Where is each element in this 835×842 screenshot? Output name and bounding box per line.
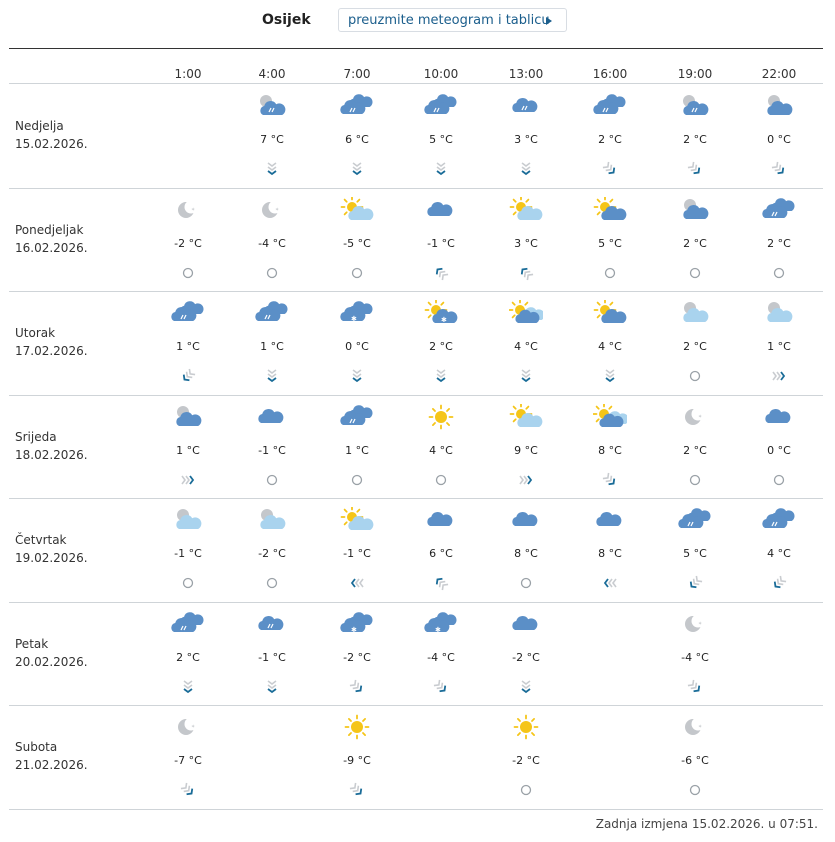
temperature: 3 °C bbox=[514, 133, 538, 146]
sun-light-cloud-icon bbox=[509, 404, 543, 430]
wind-direction-icon bbox=[349, 368, 365, 384]
wind-direction-icon bbox=[687, 575, 703, 591]
cloud-shower-icon bbox=[509, 93, 543, 119]
forecast-cell[interactable] bbox=[406, 602, 476, 706]
sun-icon bbox=[340, 714, 374, 740]
temperature: -9 °C bbox=[343, 754, 371, 767]
temperature: 2 °C bbox=[176, 650, 200, 664]
forecast-cell[interactable] bbox=[744, 498, 814, 602]
day-label bbox=[15, 117, 88, 153]
day-label bbox=[15, 738, 88, 774]
download-meteogram-button[interactable] bbox=[338, 8, 567, 32]
forecast-cell[interactable] bbox=[153, 188, 223, 292]
wind-direction-icon bbox=[687, 161, 703, 177]
day-label bbox=[15, 324, 88, 360]
cloud-rain-icon bbox=[171, 300, 205, 326]
cloud-rain-icon bbox=[424, 93, 458, 119]
svg-text:✱: ✱ bbox=[435, 625, 441, 634]
svg-text:✶: ✶ bbox=[191, 206, 196, 213]
cloud-rain-icon bbox=[255, 300, 289, 326]
temperature: 4 °C bbox=[767, 547, 791, 560]
day-name: Petak bbox=[15, 636, 49, 651]
temperature: 6 °C bbox=[345, 133, 369, 146]
temperature: 2 °C bbox=[683, 236, 707, 250]
forecast-cell[interactable] bbox=[660, 291, 730, 395]
forecast-cell[interactable] bbox=[491, 84, 561, 188]
temperature: -2 °C bbox=[174, 236, 202, 250]
temperature: -7 °C bbox=[174, 754, 202, 767]
hour-label: 22:00 bbox=[761, 67, 797, 81]
wind-direction-icon bbox=[518, 161, 534, 177]
temperature: 6 °C bbox=[429, 547, 453, 560]
temperature: 1 °C bbox=[345, 443, 369, 457]
temperature: -1 °C bbox=[343, 547, 371, 560]
forecast-cell[interactable] bbox=[153, 602, 223, 706]
forecast-cell[interactable] bbox=[237, 291, 307, 395]
temperature: -1 °C bbox=[258, 650, 286, 664]
cloud-icon bbox=[255, 404, 289, 430]
moon-icon bbox=[171, 197, 205, 223]
temperature: 7 °C bbox=[260, 133, 284, 146]
forecast-cell[interactable] bbox=[322, 84, 392, 188]
wind-direction-icon bbox=[433, 575, 449, 591]
cloud-shower-night-icon bbox=[255, 93, 289, 119]
wind-direction-icon bbox=[771, 368, 787, 384]
day-label bbox=[15, 221, 88, 257]
day-name: Srijeda bbox=[15, 429, 57, 444]
partly-cloudy-night-light-icon bbox=[762, 300, 796, 326]
cloud-snow-icon bbox=[340, 611, 374, 637]
partly-cloudy-night-light-icon bbox=[171, 507, 205, 533]
city-title: Osijek bbox=[262, 12, 311, 28]
temperature: -4 °C bbox=[258, 236, 286, 250]
wind-direction-icon bbox=[602, 161, 618, 177]
hour-label: 10:00 bbox=[423, 67, 459, 81]
forecast-cell[interactable] bbox=[660, 705, 730, 809]
svg-text:✱: ✱ bbox=[441, 316, 447, 324]
forecast-cell[interactable] bbox=[322, 498, 392, 602]
wind-direction-icon bbox=[180, 368, 196, 384]
forecast-cell[interactable] bbox=[491, 602, 561, 706]
cloud-icon bbox=[593, 507, 627, 533]
wind-direction-icon bbox=[518, 679, 534, 695]
cloud-icon bbox=[762, 404, 796, 430]
temperature: 9 °C bbox=[514, 443, 538, 457]
sun-light-cloud-icon bbox=[509, 197, 543, 223]
day-row bbox=[0, 395, 835, 499]
temperature: 0 °C bbox=[345, 340, 369, 353]
temperature: 2 °C bbox=[683, 340, 707, 353]
svg-text:✱: ✱ bbox=[351, 315, 357, 323]
forecast-cell[interactable] bbox=[153, 498, 223, 602]
wind-direction-icon bbox=[433, 368, 449, 384]
wind-direction-icon bbox=[602, 472, 618, 488]
day-date: 19.02.2026. bbox=[15, 551, 88, 565]
table-top-border bbox=[9, 48, 823, 49]
cloud-rain-icon bbox=[762, 507, 796, 533]
forecast-cell[interactable] bbox=[406, 188, 476, 292]
svg-text:✱: ✱ bbox=[351, 625, 357, 634]
temperature: 4 °C bbox=[429, 443, 453, 457]
forecast-cell[interactable] bbox=[322, 395, 392, 499]
forecast-cell[interactable] bbox=[660, 84, 730, 188]
moon-icon bbox=[255, 197, 289, 223]
moon-icon bbox=[678, 404, 712, 430]
cloud-rain-icon bbox=[340, 404, 374, 430]
temperature: -1 °C bbox=[427, 236, 455, 250]
sun-light-cloud-icon bbox=[340, 507, 374, 533]
forecast-cell[interactable] bbox=[660, 498, 730, 602]
temperature: -4 °C bbox=[681, 650, 709, 664]
wind-direction-icon bbox=[518, 368, 534, 384]
temperature: 2 °C bbox=[767, 236, 791, 250]
temperature: 0 °C bbox=[767, 133, 791, 146]
page-header bbox=[0, 8, 835, 34]
cloud-icon bbox=[424, 197, 458, 223]
cloud-icon bbox=[509, 611, 543, 637]
day-row bbox=[0, 705, 835, 809]
temperature: 8 °C bbox=[514, 547, 538, 560]
temperature: -1 °C bbox=[174, 547, 202, 560]
calm-wind-icon bbox=[687, 368, 703, 384]
last-updated-text: Zadnja izmjena 15.02.2026. u 07:51. bbox=[595, 817, 818, 831]
day-date: 17.02.2026. bbox=[15, 344, 88, 358]
hour-label: 4:00 bbox=[258, 67, 286, 81]
temperature: -4 °C bbox=[427, 650, 455, 664]
partly-cloudy-night-icon bbox=[762, 93, 796, 119]
calm-wind-icon bbox=[518, 782, 534, 798]
forecast-cell[interactable] bbox=[322, 705, 392, 809]
forecast-cell[interactable] bbox=[153, 395, 223, 499]
forecast-cell[interactable] bbox=[322, 602, 392, 706]
row-divider bbox=[9, 809, 823, 810]
day-row bbox=[0, 498, 835, 602]
temperature: 8 °C bbox=[598, 547, 622, 560]
wind-direction-icon bbox=[180, 472, 196, 488]
forecast-cell[interactable] bbox=[406, 395, 476, 499]
temperature: -2 °C bbox=[343, 650, 371, 664]
wind-direction-icon bbox=[771, 161, 787, 177]
forecast-cell[interactable] bbox=[153, 291, 223, 395]
temperature: 5 °C bbox=[429, 133, 453, 146]
wind-direction-icon bbox=[602, 575, 618, 591]
temperature: -5 °C bbox=[343, 236, 371, 250]
day-date: 16.02.2026. bbox=[15, 240, 88, 255]
temperature: 8 °C bbox=[598, 443, 622, 457]
wind-direction-icon bbox=[687, 679, 703, 695]
wind-direction-icon bbox=[349, 782, 365, 798]
forecast-cell[interactable] bbox=[660, 188, 730, 292]
forecast-cell[interactable] bbox=[575, 291, 645, 395]
forecast-cell[interactable] bbox=[153, 705, 223, 809]
temperature: 2 °C bbox=[683, 443, 707, 457]
svg-text:✶: ✶ bbox=[191, 724, 196, 730]
forecast-cell[interactable] bbox=[660, 395, 730, 499]
calm-wind-icon bbox=[180, 575, 196, 591]
day-name: Ponedjeljak bbox=[15, 222, 84, 237]
day-row bbox=[0, 291, 835, 395]
temperature: 1 °C bbox=[767, 340, 791, 353]
temperature: 1 °C bbox=[260, 340, 284, 353]
day-name: Četvrtak bbox=[15, 533, 67, 547]
cloud-rain-icon bbox=[340, 93, 374, 119]
calm-wind-icon bbox=[687, 265, 703, 281]
cloud-snow-icon bbox=[424, 611, 458, 637]
wind-direction-icon bbox=[433, 161, 449, 177]
partly-cloudy-night-icon bbox=[678, 197, 712, 223]
temperature: 4 °C bbox=[514, 340, 538, 353]
cloud-rain-icon bbox=[171, 611, 205, 637]
day-label bbox=[15, 428, 88, 464]
forecast-cell[interactable] bbox=[744, 291, 814, 395]
wind-direction-icon bbox=[264, 368, 280, 384]
sun-clouds-icon bbox=[509, 300, 543, 326]
forecast-cell[interactable] bbox=[322, 188, 392, 292]
moon-icon bbox=[171, 714, 205, 740]
temperature: 5 °C bbox=[598, 236, 622, 250]
forecast-cell[interactable] bbox=[491, 291, 561, 395]
temperature: -6 °C bbox=[681, 754, 709, 767]
sun-cloud-icon bbox=[593, 300, 627, 326]
hour-label: 7:00 bbox=[343, 67, 371, 81]
wind-direction-icon bbox=[349, 161, 365, 177]
day-date: 15.02.2026. bbox=[15, 137, 88, 151]
forecast-cell[interactable] bbox=[744, 188, 814, 292]
day-date: 18.02.2026. bbox=[15, 447, 88, 462]
day-name: Subota bbox=[15, 740, 58, 754]
calm-wind-icon bbox=[349, 472, 365, 488]
wind-direction-icon bbox=[264, 161, 280, 177]
calm-wind-icon bbox=[264, 472, 280, 488]
forecast-cell[interactable] bbox=[237, 188, 307, 292]
temperature: 5 °C bbox=[683, 547, 707, 560]
temperature: -1 °C bbox=[258, 443, 286, 457]
cloud-shower-icon bbox=[255, 611, 289, 637]
cloud-icon bbox=[509, 507, 543, 533]
forecast-cell[interactable] bbox=[744, 395, 814, 499]
cloud-rain-icon bbox=[762, 197, 796, 223]
forecast-cell[interactable] bbox=[660, 602, 730, 706]
sun-icon bbox=[509, 714, 543, 740]
temperature: -2 °C bbox=[258, 547, 286, 560]
wind-direction-icon bbox=[518, 472, 534, 488]
temperature: 2 °C bbox=[429, 340, 453, 353]
download-label: preuzmite meteogram i tablicu bbox=[348, 13, 550, 28]
sun-light-cloud-icon bbox=[340, 197, 374, 223]
svg-text:✶: ✶ bbox=[698, 724, 703, 730]
forecast-cell[interactable] bbox=[491, 395, 561, 499]
wind-direction-icon bbox=[433, 265, 449, 281]
day-name: Nedjelja bbox=[15, 119, 64, 133]
day-label bbox=[15, 531, 88, 567]
day-date: 21.02.2026. bbox=[15, 758, 88, 772]
wind-direction-icon bbox=[518, 265, 534, 281]
day-name: Utorak bbox=[15, 326, 56, 340]
temperature: 2 °C bbox=[598, 133, 622, 146]
calm-wind-icon bbox=[433, 472, 449, 488]
wind-direction-icon bbox=[349, 575, 365, 591]
calm-wind-icon bbox=[518, 575, 534, 591]
calm-wind-icon bbox=[771, 265, 787, 281]
cloud-snow-icon bbox=[340, 300, 374, 326]
moon-icon bbox=[678, 611, 712, 637]
calm-wind-icon bbox=[687, 782, 703, 798]
forecast-cell[interactable] bbox=[575, 395, 645, 499]
forecast-cell[interactable] bbox=[575, 498, 645, 602]
calm-wind-icon bbox=[349, 265, 365, 281]
temperature: -2 °C bbox=[512, 650, 540, 664]
day-row bbox=[0, 188, 835, 292]
hour-label: 19:00 bbox=[677, 67, 713, 81]
partly-cloudy-night-light-icon bbox=[678, 300, 712, 326]
day-label bbox=[15, 635, 88, 671]
moon-icon bbox=[678, 714, 712, 740]
hour-label: 13:00 bbox=[508, 67, 544, 81]
forecast-cell[interactable] bbox=[491, 705, 561, 809]
day-row bbox=[0, 602, 835, 706]
wind-direction-icon bbox=[602, 368, 618, 384]
forecast-cell[interactable] bbox=[237, 602, 307, 706]
forecast-cell[interactable] bbox=[322, 291, 392, 395]
calm-wind-icon bbox=[264, 575, 280, 591]
calm-wind-icon bbox=[771, 472, 787, 488]
partly-cloudy-night-light-icon bbox=[255, 507, 289, 533]
hour-label: 16:00 bbox=[592, 67, 628, 81]
hour-header-row bbox=[0, 67, 835, 83]
forecast-cell[interactable] bbox=[491, 188, 561, 292]
wind-direction-icon bbox=[771, 575, 787, 591]
forecast-cell[interactable] bbox=[406, 498, 476, 602]
cloud-icon bbox=[424, 507, 458, 533]
svg-text:✶: ✶ bbox=[698, 620, 703, 627]
temperature: 1 °C bbox=[176, 340, 200, 353]
temperature: 2 °C bbox=[683, 133, 707, 146]
forecast-cell[interactable] bbox=[744, 84, 814, 188]
forecast-cell[interactable] bbox=[237, 498, 307, 602]
calm-wind-icon bbox=[602, 265, 618, 281]
play-arrow-icon bbox=[546, 17, 552, 25]
calm-wind-icon bbox=[180, 265, 196, 281]
wind-direction-icon bbox=[349, 679, 365, 695]
partly-cloudy-night-icon bbox=[171, 404, 205, 430]
sun-icon bbox=[424, 404, 458, 430]
calm-wind-icon bbox=[264, 265, 280, 281]
day-date: 20.02.2026. bbox=[15, 654, 88, 669]
sun-clouds-icon bbox=[593, 404, 627, 430]
temperature: 4 °C bbox=[598, 340, 622, 353]
sun-cloud-icon bbox=[593, 197, 627, 223]
forecast-cell[interactable] bbox=[406, 291, 476, 395]
hour-label: 1:00 bbox=[174, 67, 202, 81]
wind-direction-icon bbox=[264, 679, 280, 695]
wind-direction-icon bbox=[180, 679, 196, 695]
wind-direction-icon bbox=[433, 679, 449, 695]
forecast-cell[interactable] bbox=[406, 84, 476, 188]
svg-text:✶: ✶ bbox=[275, 206, 280, 213]
cloud-rain-icon bbox=[593, 93, 627, 119]
cloud-rain-icon bbox=[678, 507, 712, 533]
sun-cloud-snow-icon bbox=[424, 300, 458, 326]
temperature: 0 °C bbox=[767, 443, 791, 457]
forecast-cell[interactable] bbox=[237, 84, 307, 188]
calm-wind-icon bbox=[687, 472, 703, 488]
temperature: 1 °C bbox=[176, 443, 200, 457]
temperature: -2 °C bbox=[512, 754, 540, 767]
forecast-cell[interactable] bbox=[491, 498, 561, 602]
temperature: 3 °C bbox=[514, 236, 538, 250]
forecast-cell[interactable] bbox=[237, 395, 307, 499]
day-row bbox=[0, 84, 835, 188]
forecast-cell[interactable] bbox=[575, 188, 645, 292]
cloud-shower-night-icon bbox=[678, 93, 712, 119]
svg-text:✶: ✶ bbox=[698, 413, 703, 420]
wind-direction-icon bbox=[180, 782, 196, 798]
forecast-cell[interactable] bbox=[575, 84, 645, 188]
